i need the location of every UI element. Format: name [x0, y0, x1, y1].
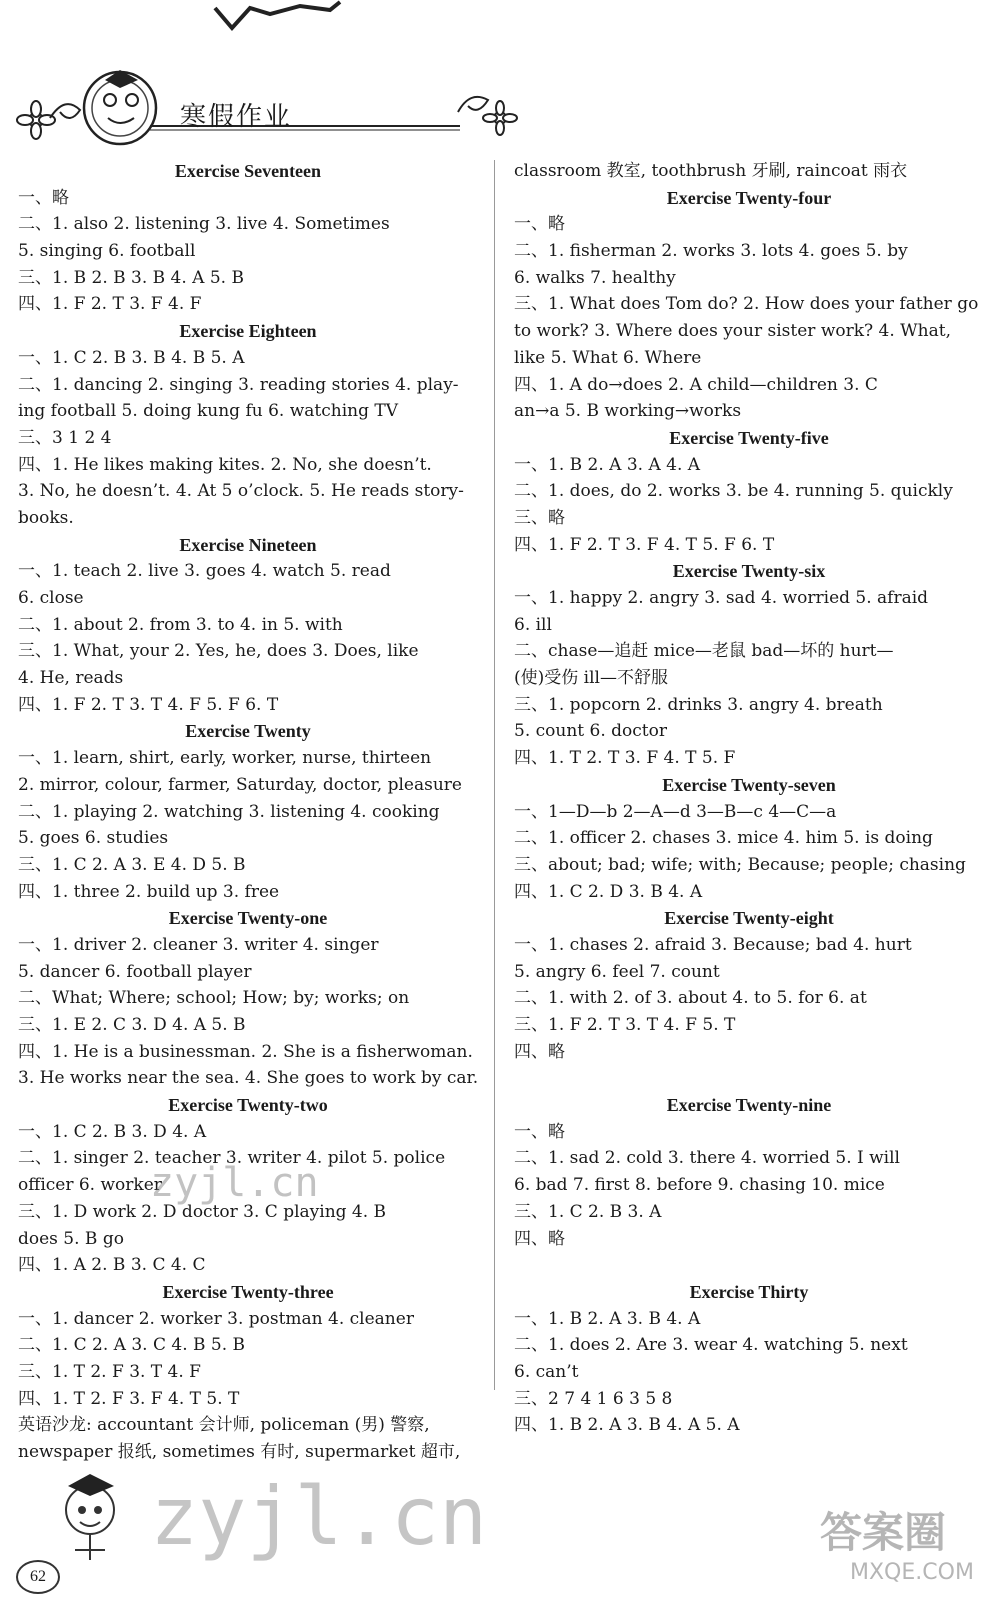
answer-line: 二、1. singer 2. teacher 3. writer 4. pilot 5. police	[18, 1148, 446, 1169]
right-answer-column	[514, 158, 984, 1439]
answer-line: 四、1. F 2. T 3. F 4. F	[18, 294, 202, 315]
answer-line: 二、What; Where; school; How; by; works; on	[18, 988, 410, 1009]
answer-line: 一、1. chases 2. afraid 3. Because; bad 4. hurt	[514, 934, 912, 955]
page-number: 62	[16, 1560, 60, 1594]
page-title: 寒假作业	[180, 102, 293, 132]
answer-line: 四、略	[514, 1041, 565, 1062]
answer-line: to work? 3. Where does your sister work? 4. What,	[514, 321, 951, 342]
answer-line: 四、1. He is a businessman. 2. She is a fisherwoman.	[18, 1041, 473, 1062]
stamp-top-text: 答案圈	[820, 1508, 947, 1557]
answer-line: books.	[18, 507, 74, 528]
answer-line: officer 6. worker	[18, 1175, 162, 1196]
answer-line: 二、1. sad 2. cold 3. there 4. worried 5. I will	[514, 1148, 900, 1169]
answer-line: does 5. B go	[18, 1228, 124, 1249]
header-banner	[0, 0, 996, 150]
answer-line: 四、1. B 2. A 3. B 4. A 5. A	[514, 1415, 740, 1436]
answer-line: 四、1. C 2. D 3. B 4. A	[514, 881, 703, 902]
answer-line: 一、1. teach 2. live 3. goes 4. watch 5. read	[18, 561, 391, 582]
answer-line: 三、about; bad; wife; with; Because; people; chasing	[514, 854, 966, 875]
exercise-heading: Exercise Twenty-three	[162, 1281, 334, 1302]
answer-line: 三、1. popcorn 2. drinks 3. angry 4. breath	[514, 694, 883, 715]
exercise-heading: Exercise Twenty-two	[168, 1095, 328, 1116]
answer-line: 三、1. E 2. C 3. D 4. A 5. B	[18, 1015, 246, 1035]
answer-line: 5. goes 6. studies	[18, 828, 169, 849]
answer-line: 二、1. dancing 2. singing 3. reading stories 4. play-	[18, 374, 459, 395]
answer-line: 三、略	[514, 507, 565, 528]
answer-line: 二、1. C 2. A 3. C 4. B 5. B	[18, 1335, 246, 1356]
answer-line: 四、1. three 2. build up 3. free	[18, 881, 280, 902]
answer-line: 三、1. What does Tom do? 2. How does your father go	[514, 294, 979, 315]
watermark-mid: zyjl.cn	[150, 1160, 319, 1206]
answer-line: 一、1. learn, shirt, early, worker, nurse, thirteen	[18, 748, 432, 769]
watermark-bottom: zyjl.cn	[150, 1470, 488, 1563]
exercise-heading: Exercise Thirty	[689, 1281, 809, 1302]
exercise-heading: Exercise Eighteen	[179, 321, 317, 342]
answer-line: 5. dancer 6. football player	[18, 961, 252, 982]
answer-line: 四、1. He likes making kites. 2. No, she doesn’t.	[18, 454, 432, 475]
answer-line: newspaper 报纸, sometimes 有时, supermarket 超市,	[18, 1442, 461, 1462]
answer-line: like 5. What 6. Where	[514, 347, 702, 368]
answer-line: 三、1. What, your 2. Yes, he, does 3. Does, like	[18, 641, 419, 662]
answer-line: 二、chase—追赶 mice—老鼠 bad—坏的 hurt—	[514, 641, 894, 662]
answer-line: 5. angry 6. feel 7. count	[514, 961, 720, 982]
exercise-heading: Exercise Nineteen	[179, 534, 317, 555]
answer-line: (使)受伤 ill—不舒服	[514, 668, 668, 689]
answer-line: 一、1. dancer 2. worker 3. postman 4. cleaner	[18, 1308, 414, 1329]
answer-line: 英语沙龙: accountant 会计师, policeman (男) 警察,	[18, 1415, 430, 1436]
exercise-heading: Exercise Seventeen	[174, 161, 322, 181]
answer-line: ing football 5. doing kung fu 6. watching TV	[18, 401, 399, 422]
exercise-heading: Exercise Twenty-four	[666, 187, 832, 208]
answer-line: 6. close	[18, 588, 84, 608]
answer-line: 4. He, reads	[18, 668, 124, 689]
answer-line: 二、1. about 2. from 3. to 4. in 5. with	[18, 614, 343, 635]
exercise-heading: Exercise Twenty-nine	[666, 1095, 832, 1116]
answer-line: 二、1. playing 2. watching 3. listening 4. cooking	[18, 801, 440, 822]
answer-line: 三、3 1 2 4	[18, 427, 112, 448]
answer-line: 6. walks 7. healthy	[514, 267, 676, 288]
watermark-stamp	[810, 1500, 985, 1590]
answer-line: 一、1. C 2. B 3. B 4. B 5. A	[18, 347, 245, 368]
answer-line: 3. He works near the sea. 4. She goes to work by car.	[18, 1068, 478, 1089]
answer-line: 三、1. D work 2. D doctor 3. C playing 4. B	[18, 1201, 387, 1222]
answer-line: 二、1. does 2. Are 3. wear 4. watching 5. next	[514, 1335, 908, 1356]
exercise-heading: Exercise Twenty-six	[672, 561, 826, 582]
answer-line: 四、1. A do→does 2. A child—children 3. C	[514, 374, 878, 395]
answer-line: 二、1. fisherman 2. works 3. lots 4. goes 5. by	[514, 241, 908, 262]
answer-line: 二、1. does, do 2. works 3. be 4. running 5. quickly	[514, 481, 953, 502]
answer-line: 三、1. C 2. A 3. E 4. D 5. B	[18, 854, 246, 875]
column-divider	[494, 160, 495, 1390]
spacer	[514, 1252, 984, 1279]
answer-line: 6. bad 7. first 8. before 9. chasing 10. mice	[514, 1175, 885, 1196]
left-answer-column	[18, 158, 478, 1466]
answer-line: classroom 教室, toothbrush 牙刷, raincoat 雨衣	[514, 161, 908, 181]
answer-line: 四、略	[514, 1228, 565, 1249]
answer-line: an→a 5. B working→works	[514, 401, 742, 422]
answer-line: 一、1. B 2. A 3. B 4. A	[514, 1308, 701, 1329]
answer-line: 二、1. also 2. listening 3. live 4. Sometimes	[18, 214, 390, 235]
answer-line: 四、1. T 2. F 3. F 4. T 5. T	[18, 1388, 240, 1409]
answer-line: 一、略	[514, 1121, 565, 1142]
answer-line: 一、略	[18, 187, 69, 208]
answer-line: 2. mirror, colour, farmer, Saturday, doctor, pleasure	[18, 774, 462, 795]
exercise-heading: Exercise Twenty-five	[669, 427, 829, 448]
answer-line: 三、1. B 2. B 3. B 4. A 5. B	[18, 267, 244, 288]
answer-line: 3. No, he doesn’t. 4. At 5 o’clock. 5. He reads story-	[18, 481, 464, 502]
answer-line: 二、1. with 2. of 3. about 4. to 5. for 6. at	[514, 988, 867, 1009]
exercise-heading: Exercise Twenty	[185, 721, 311, 742]
answer-line: 一、1. C 2. B 3. D 4. A	[18, 1121, 207, 1142]
answer-line: 一、1—D—b 2—A—d 3—B—c 4—C—a	[514, 801, 837, 822]
exercise-heading: Exercise Twenty-one	[168, 908, 328, 929]
answer-line: 四、1. T 2. T 3. F 4. T 5. F	[514, 748, 736, 769]
answer-line: 四、1. A 2. B 3. C 4. C	[18, 1255, 206, 1276]
exercise-heading: Exercise Twenty-eight	[664, 908, 834, 929]
answer-line: 四、1. F 2. T 3. F 4. T 5. F 6. T	[514, 534, 775, 555]
answer-line: 一、略	[514, 214, 565, 235]
answer-line: 四、1. F 2. T 3. T 4. F 5. F 6. T	[18, 694, 279, 715]
exercise-heading: Exercise Twenty-seven	[662, 774, 836, 795]
answer-line: 一、1. driver 2. cleaner 3. writer 4. singer	[18, 934, 379, 955]
answer-line: 三、1. C 2. B 3. A	[514, 1201, 662, 1222]
answer-line: 三、2 7 4 1 6 3 5 8	[514, 1388, 673, 1409]
answer-line: 二、1. officer 2. chases 3. mice 4. him 5. is doing	[514, 828, 933, 849]
answer-line: 6. can’t	[514, 1361, 579, 1382]
stamp-bottom-text: MXQE.COM	[850, 1560, 974, 1585]
answer-line: 三、1. F 2. T 3. T 4. F 5. T	[514, 1015, 736, 1035]
answer-line: 一、1. happy 2. angry 3. sad 4. worried 5. afraid	[514, 588, 929, 608]
header-decoration-icon	[0, 0, 996, 150]
spacer	[514, 1065, 984, 1092]
answer-line: 一、1. B 2. A 3. A 4. A	[514, 454, 701, 475]
answer-line: 5. count 6. doctor	[514, 721, 667, 742]
answer-line: 6. ill	[514, 614, 552, 635]
answer-line: 三、1. T 2. F 3. T 4. F	[18, 1361, 201, 1382]
answer-line: 5. singing 6. football	[18, 241, 196, 262]
